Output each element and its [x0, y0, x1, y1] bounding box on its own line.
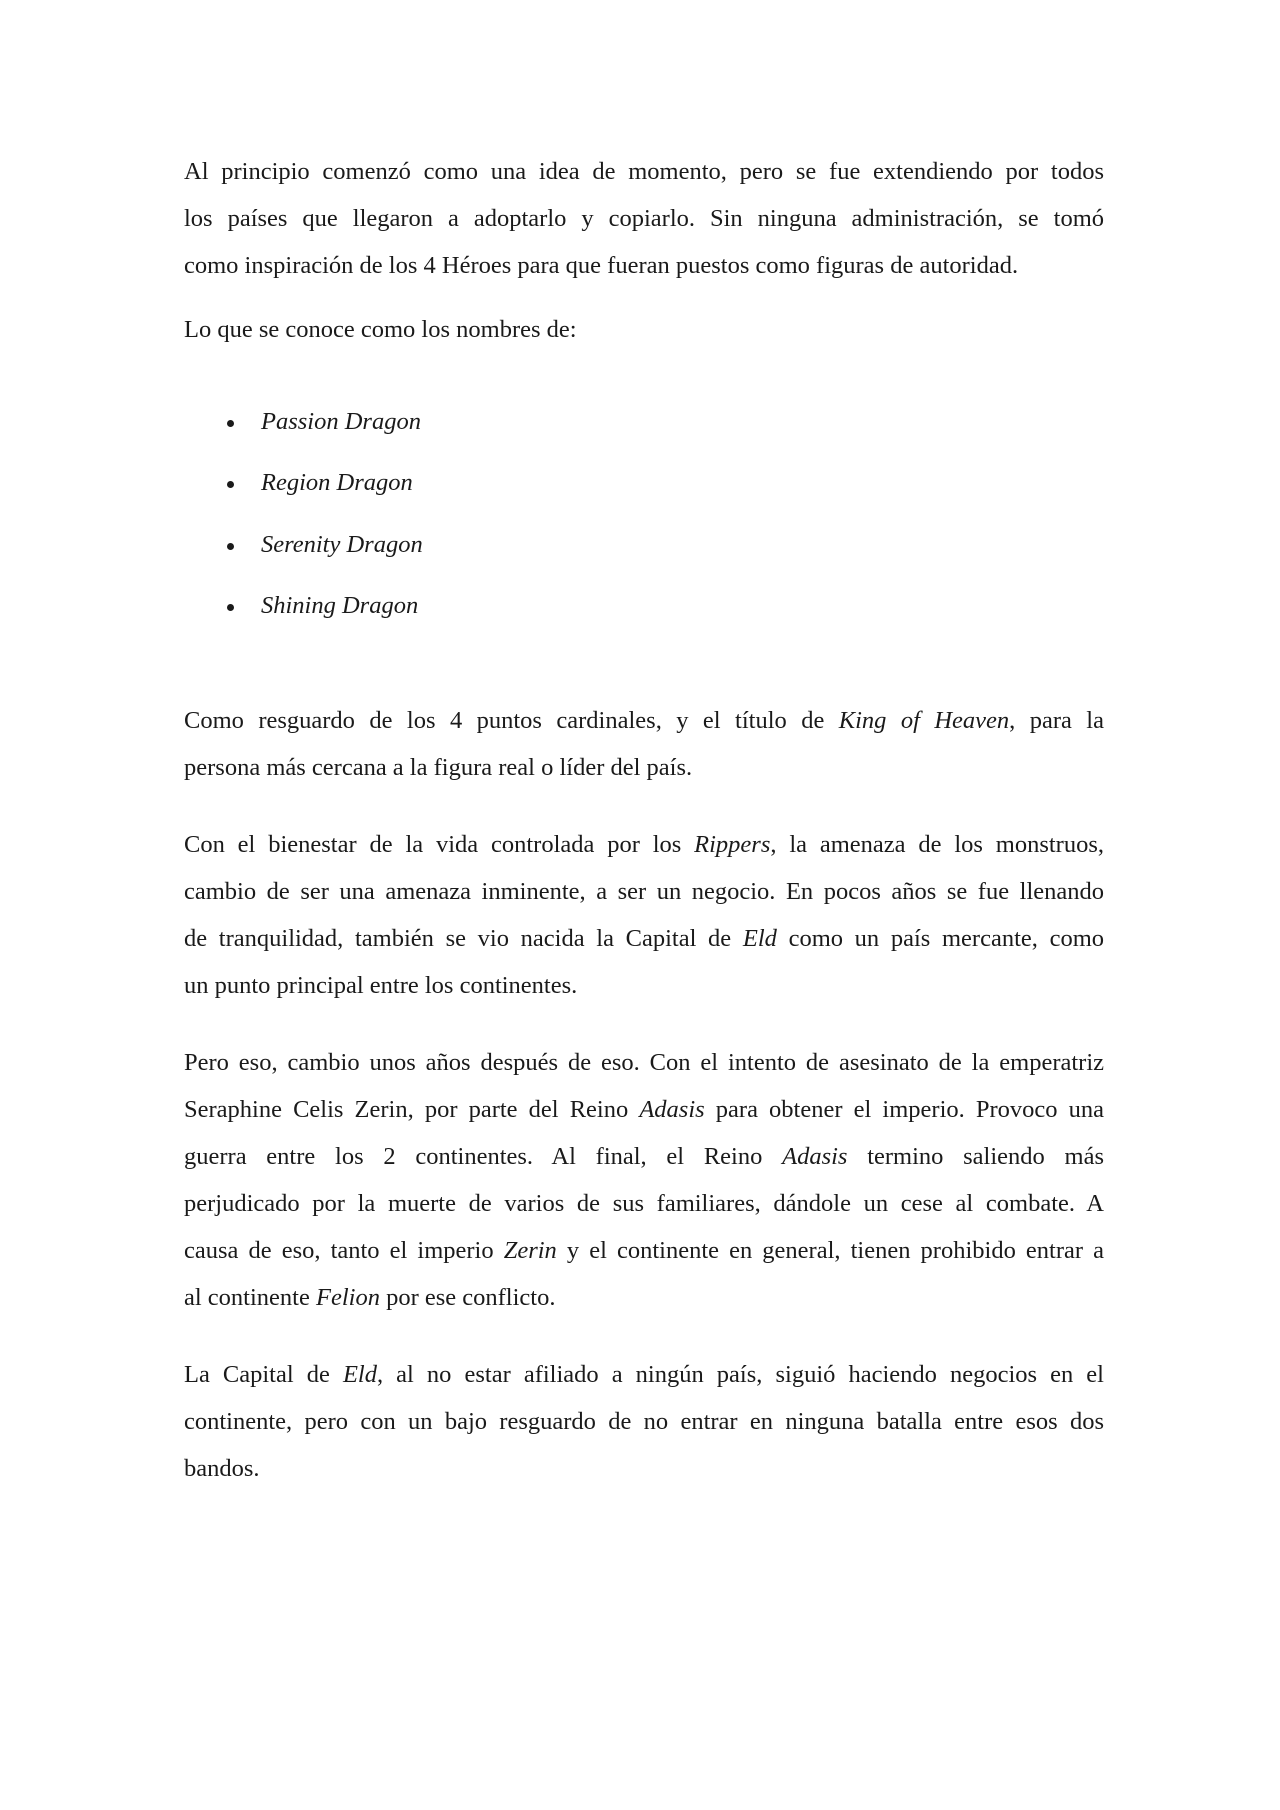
text-run: , para la	[1009, 706, 1104, 734]
text-run: para obtener el imperio. Provoco una	[704, 1095, 1104, 1123]
text-run: Seraphine Celis Zerin, por parte del Reino	[184, 1095, 640, 1123]
paragraph-rippers	[184, 802, 1104, 1003]
text-line: bandos.	[184, 1454, 260, 1482]
text-run: por ese conflicto.	[379, 1283, 556, 1311]
text-run: , al no estar afiliado a ningún país, siguió haciendo negocios en el	[376, 1360, 1104, 1388]
list-item	[184, 589, 1104, 651]
bullet-icon	[227, 481, 234, 488]
text-run: Con el bienestar de la vida controlada por los	[184, 830, 695, 858]
text-run: de tranquilidad, también se vio nacida la Capital de	[184, 924, 743, 952]
dragon-names-list	[184, 405, 1104, 651]
text-run-italic: Eld	[342, 1360, 377, 1388]
text-line: continente, pero con un bajo resguardo de no entrar en ninguna batalla entre esos dos	[184, 1407, 1104, 1435]
text-run-italic: Eld	[742, 924, 777, 952]
bullet-icon	[227, 420, 234, 427]
text-run-italic: Adasis	[782, 1142, 848, 1170]
paragraph-eld-capital	[184, 1332, 1104, 1486]
text-line: como inspiración de los 4 Héroes para que fueran puestos como figuras de autoridad.	[184, 251, 1019, 279]
text-run: guerra entre los 2 continentes. Al final, el Reino	[184, 1142, 783, 1170]
text-line: Al principio comenzó como una idea de momento, pero se fue extendiendo por todos	[184, 157, 1104, 185]
list-item	[184, 466, 1104, 528]
paragraph-names-intro: Lo que se conoce como los nombres de:	[184, 315, 577, 343]
text-line	[184, 1332, 1104, 1392]
list-item-label: Passion Dragon	[261, 407, 421, 435]
text-run-italic: Zerin	[503, 1236, 557, 1264]
text-run-italic: King of Heaven	[838, 706, 1010, 734]
text-line: persona más cercana a la figura real o líder del país.	[184, 753, 693, 781]
list-item-label: Serenity Dragon	[261, 530, 423, 558]
document-body	[184, 146, 1104, 1516]
list-item	[184, 405, 1104, 467]
text-run: al continente	[184, 1283, 316, 1311]
bullet-icon	[227, 543, 234, 550]
text-line: cambio de ser una amenaza inminente, a ser un negocio. En pocos años se fue llenando	[184, 877, 1104, 905]
text-run-italic: Rippers	[694, 830, 771, 858]
list-item-label: Region Dragon	[261, 469, 413, 496]
text-line	[184, 802, 1104, 862]
text-run: causa de eso, tanto el imperio	[184, 1236, 504, 1264]
text-run-italic: Felion	[315, 1283, 380, 1311]
text-run: y el continente en general, tienen prohibido entrar a	[556, 1236, 1104, 1264]
text-run-italic: Adasis	[639, 1095, 705, 1123]
text-line: Pero eso, cambio unos años después de eso. Con el intento de asesinato de la emperatriz	[184, 1048, 1104, 1076]
text-run: , la amenaza de los monstruos,	[770, 830, 1104, 858]
text-line: perjudicado por la muerte de varios de sus familiares, dándole un cese al combate. A	[184, 1189, 1104, 1217]
text-line	[184, 678, 1104, 738]
text-line: los países que llegaron a adoptarlo y copiarlo. Sin ninguna administración, se tomó	[184, 204, 1104, 232]
text-run: como un país mercante, como	[776, 924, 1104, 952]
paragraph-cardinal-points	[184, 678, 1104, 785]
text-run: La Capital de	[184, 1360, 343, 1388]
bullet-icon	[227, 604, 234, 611]
paragraph-intro	[184, 129, 1104, 283]
list-item-label: Shining Dragon	[261, 592, 419, 619]
list-item	[184, 528, 1104, 590]
text-line: un punto principal entre los continentes.	[184, 971, 578, 999]
text-run: Como resguardo de los 4 puntos cardinales, y el título de	[184, 706, 839, 734]
paragraph-war	[184, 1020, 1104, 1315]
text-run: termino saliendo más	[847, 1142, 1104, 1170]
